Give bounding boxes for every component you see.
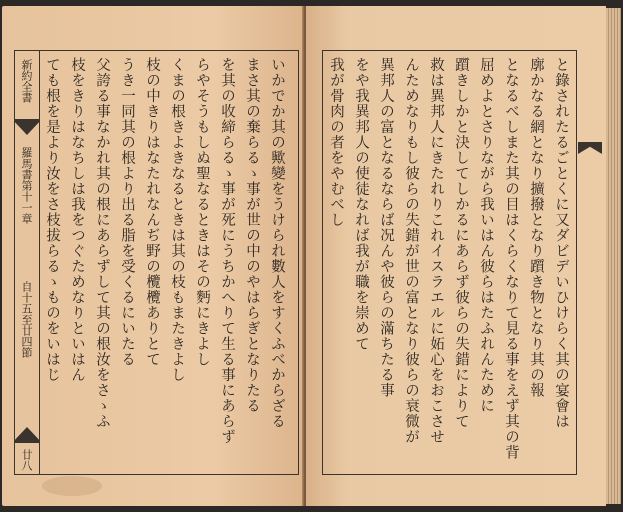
- text-column: となるべしまた其の目はくらくなりて見る事をえず其の背: [503, 57, 519, 460]
- text-column: 躓きしかと決してしかるにあらず彼らの失錯によりて: [453, 57, 469, 429]
- text-column: 枝をきりはなちしは我をつぐためなりといはん: [69, 57, 85, 383]
- fish-tail-mark: [578, 142, 602, 154]
- left-running-head: [15, 51, 40, 474]
- fish-tail-mark: [15, 427, 39, 443]
- left-text-frame: [14, 50, 299, 475]
- text-column: と錄されたるごとくに又ダビデいひけらく其の宴會は: [553, 57, 569, 429]
- text-column: くまの根きよきなるときは其の枝もまたきよし: [169, 57, 185, 383]
- left-page: [2, 6, 304, 506]
- chapter-title: 羅馬書第十一章: [20, 147, 33, 224]
- text-column: んためなりもし彼らの失錯が世の富となり彼らの衰微が: [403, 57, 419, 445]
- fish-tail-mark: [15, 119, 39, 135]
- text-column: ても根を是より汝をさ枝拔らるゝものをいはじ: [44, 57, 60, 383]
- text-column: 救は異邦人にきたれりこれイスラエルに妬心をおこさせ: [428, 57, 444, 445]
- text-column: まさ其の棄らるゝ事が世の中のやはらぎとなりたる: [244, 57, 260, 414]
- page-edges: [606, 8, 621, 504]
- text-column: 我が骨肉の者をやむべし: [328, 57, 344, 228]
- text-column: らやそうもしぬ聖なるときはその麪にきよし: [194, 57, 210, 367]
- verse-range: 自十五至廿四節: [20, 281, 33, 358]
- text-column: 枝の中きりはなたれなんぢ野の欖欖ありとて: [144, 57, 160, 367]
- open-book: [2, 6, 621, 506]
- text-column: いかでか其の歟變をうけられ數人をすくふべからざる: [269, 57, 285, 429]
- text-column: 異邦人の富となるならば况んや彼らの滿ちたる事: [378, 57, 394, 398]
- text-column: 廓かなる網となり擴撥となり躓き物となり其の報: [528, 57, 544, 398]
- text-column: をや我異邦人の使徒なれば我が職を崇めて: [353, 57, 369, 352]
- book-title: 新約全書: [20, 59, 33, 103]
- text-column: 屈めよとさりながら我いはん彼らはたふれんために: [478, 57, 494, 414]
- text-column: うき一同其の根より出る脂を受くるにいたる: [119, 57, 135, 367]
- right-text-frame: [322, 50, 577, 475]
- text-column: を其の收締らるゝ事が死にうちかへりて生る事にあらず: [219, 57, 235, 445]
- right-page: [306, 6, 606, 506]
- page-number: 廿八: [20, 449, 33, 471]
- text-column: 父誇る事なかれ其の根にあらずして其の根汝をさゝふ: [94, 57, 110, 429]
